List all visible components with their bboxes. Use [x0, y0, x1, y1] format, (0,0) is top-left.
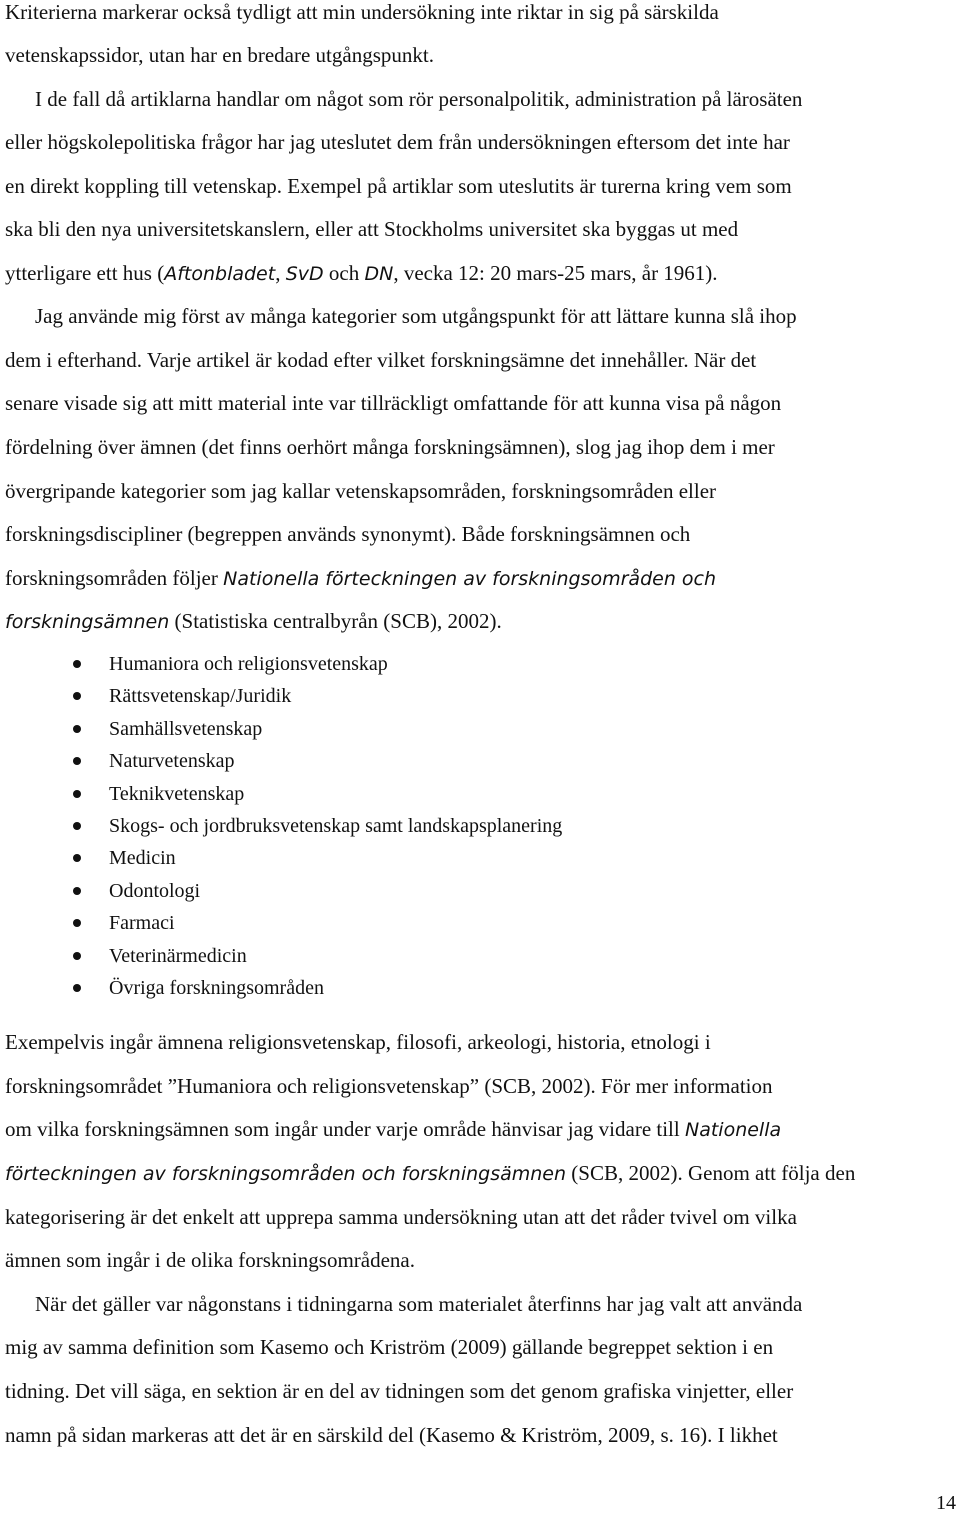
list-item — [5, 778, 562, 810]
category-list — [5, 648, 562, 1004]
text-run: om vilka forskningsämnen som ingår under varje område hänvisar jag vidare till — [5, 1117, 685, 1141]
paragraph-3-line-8 — [5, 608, 502, 635]
category-label: Naturvetenskap — [109, 750, 235, 773]
bullet-icon — [73, 757, 81, 765]
paragraph-3-line-4: fördelning över ämnen (det finns oerhört många forskningsämnen), slog jag ihop dem i mer — [5, 435, 775, 459]
bullet-icon — [73, 790, 81, 798]
paragraph-2-line-1: I de fall då artiklarna handlar om något som rör personalpolitik, administration på lärosäten — [35, 87, 803, 111]
paragraph-4-line-4 — [5, 1160, 855, 1187]
paragraph-4-line-5: kategorisering är det enkelt att upprepa samma undersökning utan att det råder tvivel om vilka — [5, 1205, 797, 1229]
paragraph-5-line-1: När det gäller var någonstans i tidningarna som materialet återfinns har jag valt att använda — [35, 1292, 803, 1316]
bullet-icon — [73, 854, 81, 862]
list-item — [5, 907, 562, 939]
paragraph-3-line-3: senare visade sig att mitt material inte var tillräckligt omfattande för att kunna visa på någon — [5, 391, 782, 415]
paragraph-4-line-6: ämnen som ingår i de olika forskningsområdena. — [5, 1248, 415, 1272]
list-item — [5, 713, 562, 745]
bullet-icon — [73, 660, 81, 668]
text-run: ytterligare ett hus ( — [5, 261, 165, 285]
reference-title: forskningsämnen — [5, 611, 170, 633]
text-run: (SCB, 2002). Genom att följa den — [566, 1161, 856, 1185]
category-label: Humaniora och religionsvetenskap — [109, 653, 388, 675]
bullet-icon — [73, 984, 81, 992]
list-item — [5, 810, 562, 842]
paragraph-2-line-2: eller högskolepolitiska frågor har jag uteslutet dem från undersökningen eftersom det inte har — [5, 130, 790, 154]
paragraph-1-line-1: Kriterierna markerar också tydligt att min undersökning inte riktar in sig på särskilda — [5, 0, 719, 24]
list-item — [5, 648, 562, 680]
category-label: Odontologi — [109, 879, 201, 902]
paragraph-3-line-1: Jag använde mig först av många kategorier som utgångspunkt för att lättare kunna slå ihop — [35, 304, 797, 328]
bullet-icon — [73, 725, 81, 733]
category-label: Veterinärmedicin — [109, 944, 247, 967]
reference-title: Nationella förteckningen av forskningsområden och — [223, 568, 717, 590]
paragraph-5-line-4: namn på sidan markeras att det är en särskild del (Kasemo & Kriström, 2009, s. 16). I likhet — [5, 1423, 778, 1447]
paragraph-4-line-1: Exempelvis ingår ämnena religionsvetenskap, filosofi, arkeologi, historia, etnologi i — [5, 1030, 711, 1054]
bullet-icon — [73, 887, 81, 895]
paragraph-3-line-2: dem i efterhand. Varje artikel är kodad efter vilket forskningsämne det innehåller. När det — [5, 348, 757, 372]
paragraph-3-line-5: övergripande kategorier som jag kallar vetenskapsområden, forskningsområden eller — [5, 479, 717, 503]
category-label: Rättsvetenskap/Juridik — [109, 685, 292, 708]
newspaper-name-aftonbladet: Aftonbladet — [164, 263, 276, 285]
paragraph-2-line-4: ska bli den nya universitetskanslern, eller att Stockholms universitet ska byggas ut med — [5, 217, 739, 241]
list-item — [5, 745, 562, 777]
page-number: 14 — [936, 1492, 956, 1514]
list-item — [5, 940, 562, 972]
newspaper-name-dn: DN — [364, 263, 394, 285]
paragraph-5-line-3: tidning. Det vill säga, en sektion är en del av tidningen som det genom grafiska vinjetter, eller — [5, 1379, 794, 1403]
paragraph-4-line-2: forskningsområdet ”Humaniora och religionsvetenskap” (SCB, 2002). För mer information — [5, 1074, 773, 1098]
paragraph-3-line-7 — [5, 565, 716, 592]
list-item — [5, 875, 562, 907]
paragraph-4-line-3 — [5, 1116, 781, 1143]
category-label: Övriga forskningsområden — [109, 976, 324, 999]
bullet-icon — [73, 692, 81, 700]
list-item — [5, 842, 562, 874]
paragraph-3-line-6: forskningsdiscipliner (begreppen används synonymt). Både forskningsämnen och — [5, 522, 691, 546]
text-run: , — [275, 261, 286, 285]
reference-title: förteckningen av forskningsområden och forskningsämnen — [5, 1163, 567, 1185]
text-run: (Statistiska centralbyrån (SCB), 2002). — [169, 609, 502, 633]
text-run: , vecka 12: 20 mars-25 mars, år 1961). — [393, 261, 718, 285]
list-item — [5, 680, 562, 712]
bullet-icon — [73, 919, 81, 927]
category-label: Skogs- och jordbruksvetenskap samt landskapsplanering — [109, 814, 563, 837]
category-label: Farmaci — [109, 912, 175, 935]
category-label: Samhällsvetenskap — [109, 717, 263, 740]
reference-title: Nationella — [684, 1119, 782, 1141]
bullet-icon — [73, 822, 81, 830]
list-item — [5, 972, 562, 1004]
newspaper-name-svd: SvD — [285, 263, 324, 285]
category-label: Teknikvetenskap — [109, 782, 245, 805]
text-run: och — [323, 261, 365, 285]
bullet-icon — [73, 952, 81, 960]
text-run: forskningsområden följer — [5, 566, 224, 590]
paragraph-2-line-3: en direkt koppling till vetenskap. Exempel på artiklar som uteslutits är turerna kring vem som — [5, 174, 792, 198]
paragraph-5-line-2: mig av samma definition som Kasemo och Kriström (2009) gällande begreppet sektion i en — [5, 1335, 774, 1359]
paragraph-1-line-2: vetenskapssidor, utan har en bredare utgångspunkt. — [5, 43, 434, 67]
paragraph-2-line-5 — [5, 260, 718, 287]
category-label: Medicin — [109, 847, 176, 870]
